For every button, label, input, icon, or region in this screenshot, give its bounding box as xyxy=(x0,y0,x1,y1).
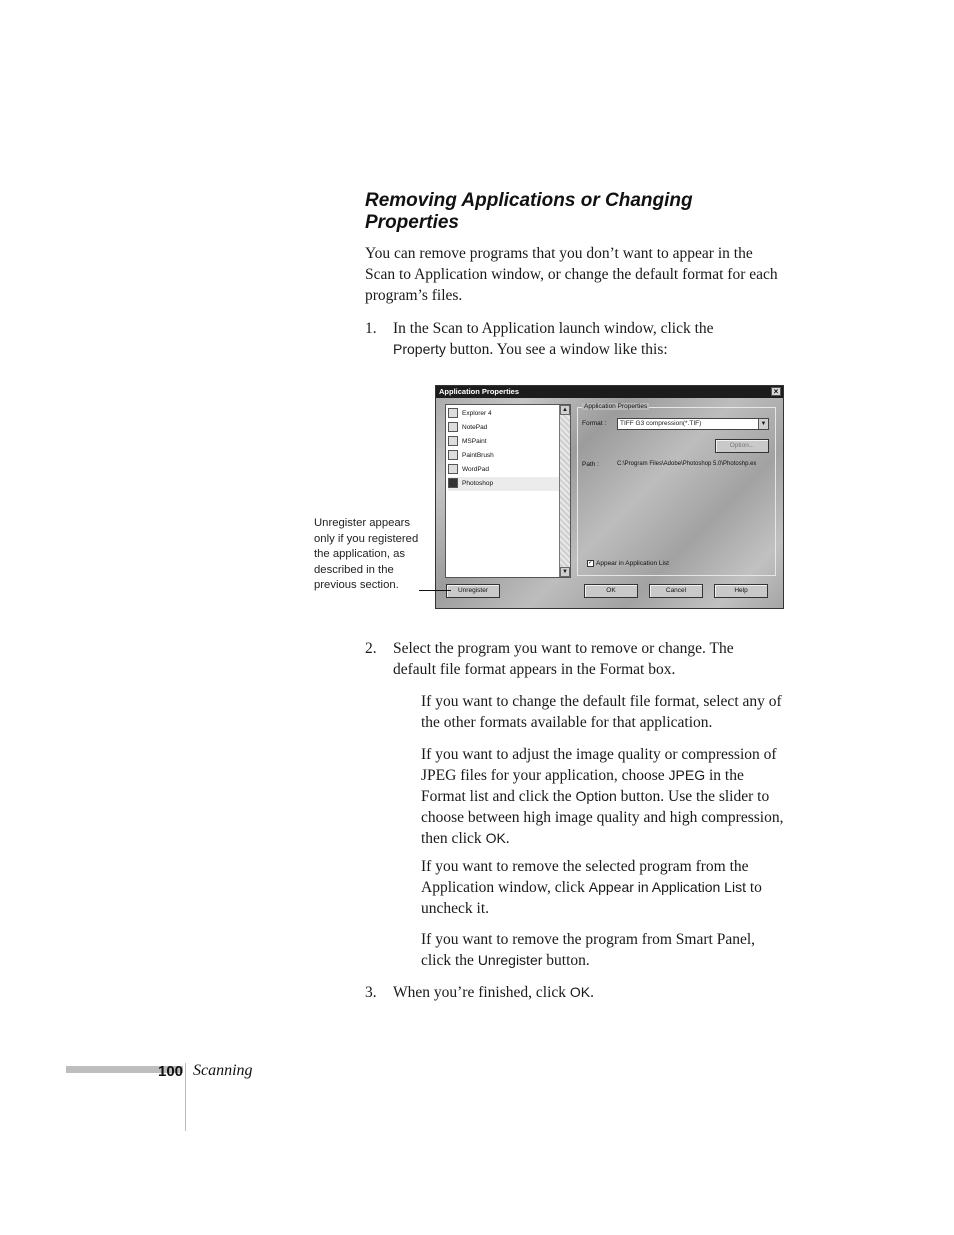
app-name: NotePad xyxy=(462,424,488,431)
appear-text-b: to uncheck it. xyxy=(421,879,762,917)
finish-ok-ui-label: OK xyxy=(569,984,591,1000)
appear-text-a: If you want to remove the selected program from the Application window, click xyxy=(421,858,749,896)
close-icon[interactable]: × xyxy=(771,387,781,396)
format-value: TIFF G3 compression(*.TIF) xyxy=(620,420,702,427)
checkmark-icon: ✓ xyxy=(588,560,594,566)
app-name: WordPad xyxy=(462,466,489,473)
callout-leader-line xyxy=(419,590,451,591)
explorer-icon xyxy=(448,408,458,418)
app-name: Explorer 4 xyxy=(462,410,492,417)
sub-paragraph-jpeg xyxy=(421,744,785,849)
section-name: Scanning xyxy=(193,1062,253,1079)
list-item[interactable] xyxy=(448,463,560,477)
cancel-button[interactable]: Cancel xyxy=(649,584,703,598)
list-item[interactable] xyxy=(448,421,560,435)
option-ui-label: Option xyxy=(575,788,617,804)
photoshop-icon xyxy=(448,478,458,488)
ok-ui-label: OK xyxy=(485,830,506,846)
app-name: MSPaint xyxy=(462,438,487,445)
list-item[interactable] xyxy=(448,477,560,491)
scroll-up-icon[interactable]: ▲ xyxy=(560,405,570,415)
step-3-text-b: . xyxy=(590,984,595,1001)
jpeg-text-b: in the Format list and click the xyxy=(421,767,744,805)
list-item[interactable] xyxy=(448,449,560,463)
jpeg-text-d: . xyxy=(505,830,510,847)
section-heading: Removing Applications or Changing Properties xyxy=(365,190,693,233)
application-list[interactable] xyxy=(445,404,571,578)
list-item[interactable] xyxy=(448,407,560,421)
step-1-number: 1. xyxy=(365,320,377,337)
step-1-text-a: In the Scan to Application launch window, click the xyxy=(393,320,714,337)
sub-paragraph-unregister xyxy=(421,929,785,971)
ok-button[interactable]: OK xyxy=(584,584,638,598)
notepad-icon xyxy=(448,422,458,432)
application-properties-group xyxy=(577,403,776,576)
page-number: 100 xyxy=(158,1063,184,1080)
unregister-text-b: button. xyxy=(542,952,590,969)
intro-paragraph xyxy=(365,243,785,306)
list-item[interactable] xyxy=(448,435,560,449)
property-ui-label: Property xyxy=(393,341,446,357)
group-label: Application Properties xyxy=(584,403,648,410)
unregister-callout: Unregister appears only if you registered the application, as described in the previous section. xyxy=(314,517,419,592)
sub-paragraph-appear xyxy=(421,856,785,919)
scroll-down-icon[interactable]: ▼ xyxy=(560,567,570,577)
path-label: Path : xyxy=(582,461,599,468)
step-2-number: 2. xyxy=(365,640,377,657)
unregister-button[interactable]: Unregister xyxy=(446,584,500,598)
dialog-title: Application Properties xyxy=(439,387,520,396)
step-1-text-b: button. You see a window like this: xyxy=(445,341,668,358)
format-label: Format : xyxy=(582,420,607,427)
unregister-ui-label: Unregister xyxy=(477,952,543,968)
step-3-number: 3. xyxy=(365,984,377,1001)
help-button[interactable]: Help xyxy=(714,584,768,598)
list-scrollbar[interactable] xyxy=(559,405,570,577)
step-3-text xyxy=(393,982,773,1003)
mspaint-icon xyxy=(448,436,458,446)
app-name: PaintBrush xyxy=(462,452,494,459)
wordpad-icon xyxy=(448,464,458,474)
jpeg-text-a: If you want to adjust the image quality or compression of JPEG files for your application, choose xyxy=(421,746,777,784)
option-button[interactable]: Option... xyxy=(715,439,769,453)
app-name: Photoshop xyxy=(462,480,494,487)
step-2-text: Select the program you want to remove or change. The default file format appears in the Format box. xyxy=(393,640,734,678)
step-1-text xyxy=(393,318,773,360)
path-value: C:\Program Files\Adobe\Photoshop 5.0\Photoshp.ex xyxy=(617,461,757,467)
appear-ui-label: Appear in Application List xyxy=(588,879,746,895)
paintbrush-icon xyxy=(448,450,458,460)
intro-text: You can remove programs that you don’t want to appear in the Scan to Application window, or change the default format for each program’s files. xyxy=(365,245,778,304)
format-select[interactable] xyxy=(617,418,769,430)
jpeg-ui-label: JPEG xyxy=(668,767,706,783)
step-3-text-a: When you’re finished, click xyxy=(393,984,570,1001)
footer-divider xyxy=(185,1063,186,1131)
application-properties-dialog xyxy=(435,385,784,609)
dialog-titlebar xyxy=(436,386,783,398)
appear-checkbox-label: Appear in Application List xyxy=(596,560,669,568)
appear-in-list-checkbox[interactable] xyxy=(587,560,669,567)
unregister-text-a: If you want to remove the program from Smart Panel, click the xyxy=(421,931,756,969)
chevron-down-icon[interactable]: ▼ xyxy=(758,419,768,429)
sub-paragraph-format: If you want to change the default file format, select any of the other formats available for that application. xyxy=(421,693,782,731)
jpeg-text-c: button. Use the slider to choose between high image quality and high compression, then click xyxy=(421,788,784,847)
